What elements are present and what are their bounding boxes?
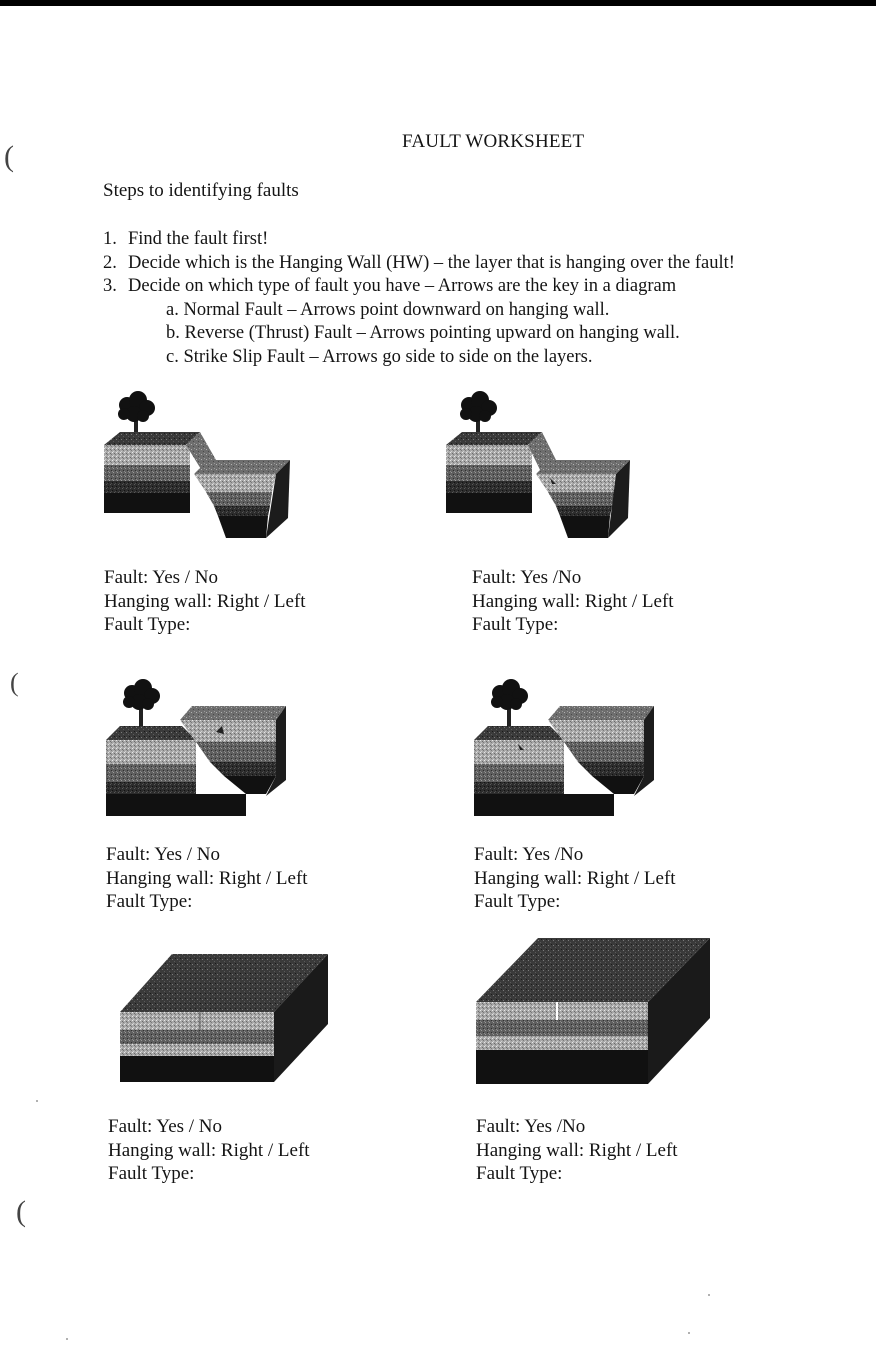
question-block-2 — [472, 566, 674, 637]
fault-yes-no: Fault: Yes /No — [474, 844, 584, 865]
substep-reverse-fault: b. Reverse (Thrust) Fault – Arrows pointing upward on hanging wall. — [166, 323, 680, 343]
fault-type-prompt: Fault Type: — [106, 891, 193, 912]
fault-type-prompt: Fault Type: — [474, 891, 561, 912]
hanging-wall-prompt: Hanging wall: Right / Left — [472, 590, 674, 612]
scan-speck — [708, 1294, 710, 1296]
margin-mark: ( — [10, 668, 19, 697]
steps-list — [103, 228, 735, 369]
fault-diagram-1 — [100, 388, 295, 543]
hanging-wall-prompt: Hanging wall: Right / Left — [474, 867, 676, 889]
step-number: 1. — [103, 229, 117, 249]
step-number: 2. — [103, 252, 117, 273]
fault-type-prompt: Fault Type: — [476, 1163, 563, 1184]
worksheet-subtitle: Steps to identifying faults — [103, 180, 299, 201]
fault-diagram-2 — [442, 388, 637, 543]
question-block-6 — [476, 1115, 678, 1186]
fault-diagram-6 — [472, 934, 717, 1089]
question-block-1 — [104, 566, 306, 637]
step-item — [103, 252, 735, 276]
tree-icon — [118, 391, 155, 436]
margin-mark: ( — [4, 140, 14, 173]
fault-yes-no: Fault: Yes / No — [108, 1116, 223, 1137]
step-text: Find the fault first! — [128, 229, 269, 249]
hanging-wall-prompt: Hanging wall: Right / Left — [108, 1139, 310, 1161]
step-item — [103, 275, 735, 299]
fault-type-prompt: Fault Type: — [104, 614, 191, 635]
fault-yes-no: Fault: Yes / No — [104, 567, 219, 588]
step-text: Decide which is the Hanging Wall (HW) – the layer that is hanging over the fault! — [128, 252, 735, 273]
tree-icon — [491, 679, 528, 726]
hanging-wall-prompt: Hanging wall: Right / Left — [106, 867, 308, 889]
fault-yes-no: Fault: Yes /No — [472, 567, 582, 588]
step-number: 3. — [103, 276, 117, 296]
fault-yes-no: Fault: Yes / No — [106, 844, 221, 865]
scan-speck — [688, 1332, 690, 1334]
substep-normal-fault: a. Normal Fault – Arrows point downward on hanging wall. — [166, 299, 610, 320]
scan-speck — [36, 1100, 38, 1102]
fault-type-prompt: Fault Type: — [472, 614, 559, 635]
step-text: Decide on which type of fault you have – Arrows are the key in a diagram — [128, 276, 677, 296]
step-item — [103, 228, 735, 252]
tree-icon — [460, 391, 497, 436]
hanging-wall-prompt: Hanging wall: Right / Left — [104, 590, 306, 612]
scan-top-border — [0, 0, 876, 6]
question-block-4 — [474, 843, 676, 914]
substep-strike-slip-fault: c. Strike Slip Fault – Arrows go side to side on the layers. — [166, 346, 593, 367]
worksheet-title: FAULT WORKSHEET — [402, 131, 585, 152]
fault-diagram-4 — [468, 676, 663, 821]
fault-type-prompt: Fault Type: — [108, 1163, 195, 1184]
hanging-wall-prompt: Hanging wall: Right / Left — [476, 1139, 678, 1161]
question-block-3 — [106, 843, 308, 914]
scan-speck — [66, 1338, 68, 1340]
fault-yes-no: Fault: Yes /No — [476, 1116, 586, 1137]
fault-diagram-5 — [116, 948, 336, 1088]
question-block-5 — [108, 1115, 310, 1186]
fault-diagram-3 — [100, 676, 295, 821]
tree-icon — [123, 679, 160, 726]
margin-mark: ( — [16, 1195, 26, 1228]
